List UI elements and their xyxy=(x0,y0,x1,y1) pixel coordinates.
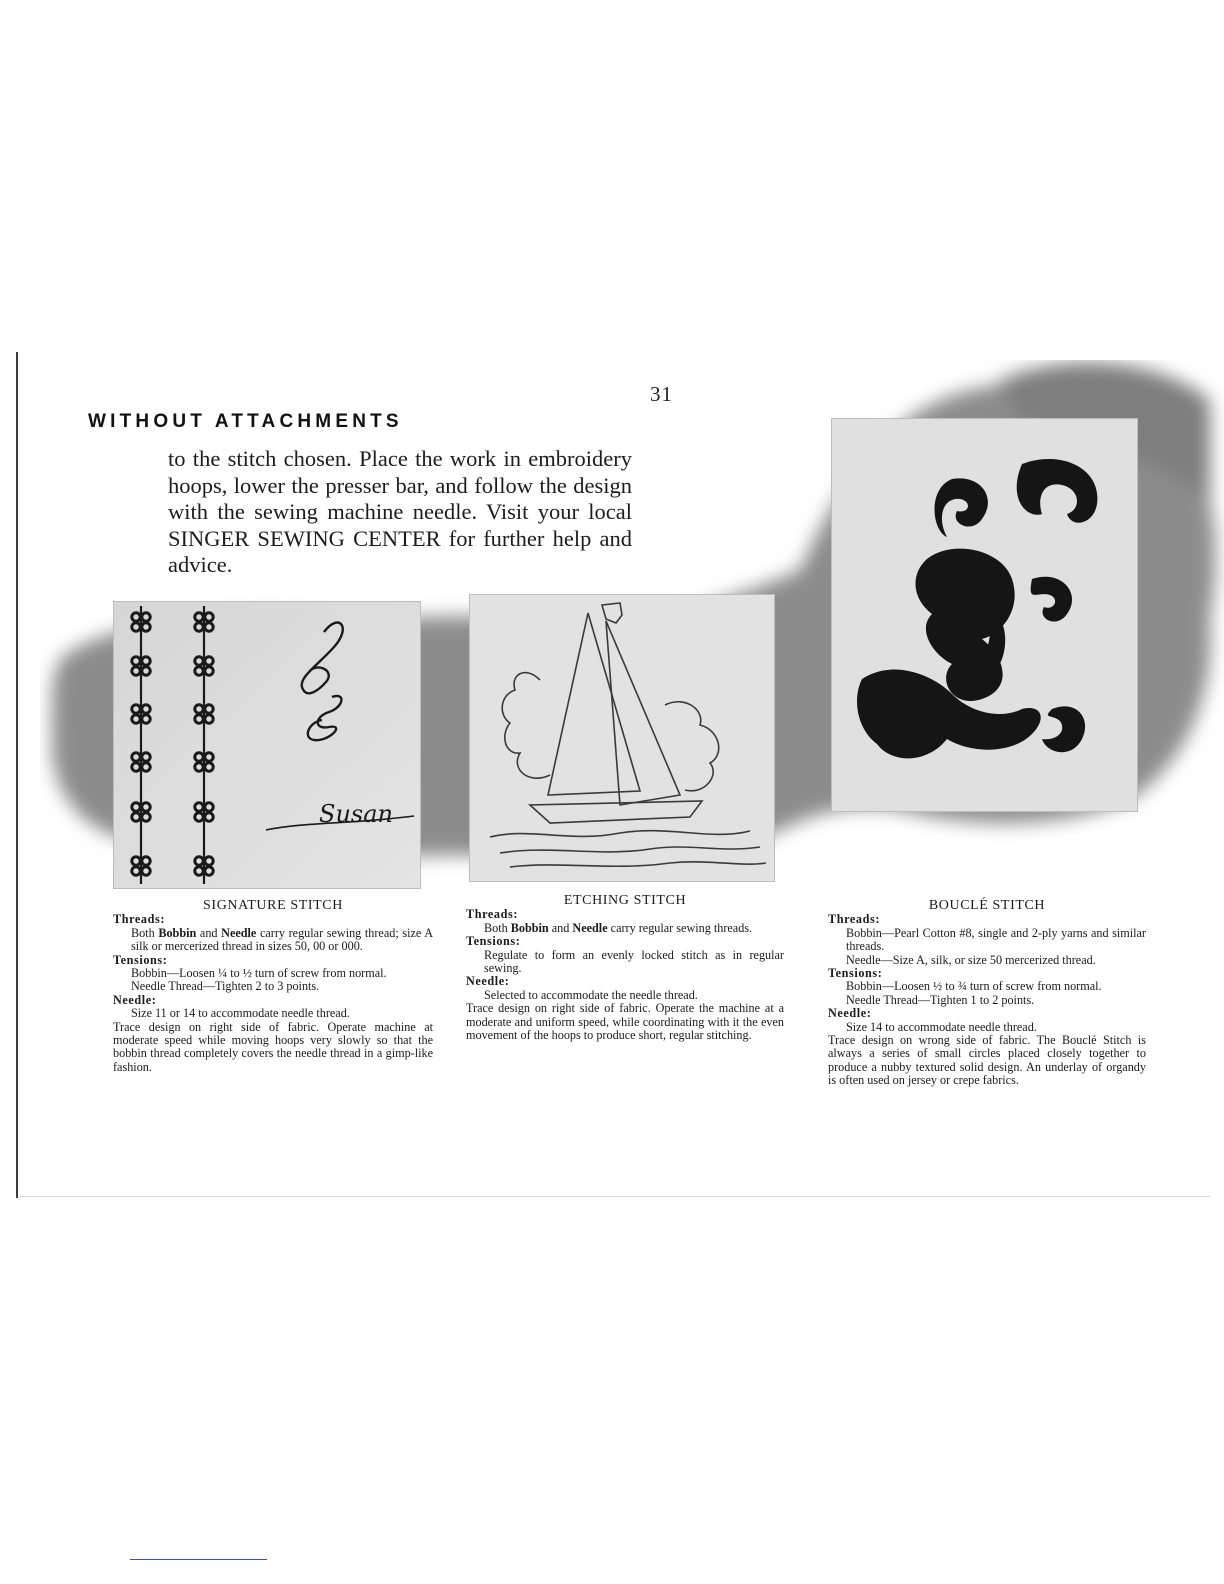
instructions-text: Trace design on wrong side of fabric. The Bouclé Stitch is always a series of small circles placed closely together to produce a nubby textured solid design. An underlay of organdy is often used on jersey or crepe fabrics. xyxy=(828,1033,1146,1088)
tensions-label: Tensions: xyxy=(466,934,521,949)
threads-label: Threads: xyxy=(466,907,518,922)
script-name: Susan xyxy=(319,800,393,828)
threads-label: Threads: xyxy=(828,912,880,927)
signature-stitch-caption xyxy=(113,899,433,1074)
footer-link-underline xyxy=(130,1559,267,1560)
threads-bobbin: Bobbin—Pearl Cotton #8, single and 2-ply yarns and similar threads. xyxy=(846,925,1146,954)
tensions-needle-thread: Needle Thread—Tighten 2 to 3 points. xyxy=(131,979,320,994)
etching-stitch-photo xyxy=(469,594,775,882)
page-bottom-edge xyxy=(20,1196,1210,1197)
boucle-stitch-photo xyxy=(831,418,1138,812)
threads-needle: Needle—Size A, silk, or size 50 mercerized thread. xyxy=(846,952,1096,967)
needle-text: Size 14 to accommodate needle thread. xyxy=(846,1019,1037,1034)
threads-text: Both Bobbin and Needle carry regular sewing threads. xyxy=(484,920,753,935)
threads-text: Both Bobbin and Needle carry regular sewing thread; size A silk or mercerized thread in sizes 50, 00 or 000. xyxy=(131,925,434,954)
needle-label: Needle: xyxy=(466,974,510,989)
needle-text: Selected to accommodate the needle thread. xyxy=(484,987,698,1002)
tensions-label: Tensions: xyxy=(113,952,168,967)
tensions-bobbin: Bobbin—Loosen ½ to ¾ turn of screw from normal. xyxy=(846,979,1102,994)
signature-stitch-photo xyxy=(113,601,421,889)
instructions-text: Trace design on right side of fabric. Operate machine at moderate speed while moving hoops very slowly so that the bobbin thread completely covers the needle thread in a gimp-like fashion. xyxy=(113,1019,433,1074)
etching-stitch-caption xyxy=(466,894,784,1042)
needle-label: Needle: xyxy=(113,992,157,1007)
tensions-needle-thread: Needle Thread—Tighten 1 to 2 points. xyxy=(846,992,1035,1007)
intro-paragraph: to the stitch chosen. Place the work in embroidery hoops, lower the presser bar, and follow the design with the sewing machine needle. Visit your local SINGER SEWING CENTER for further help and advice. xyxy=(168,446,632,577)
signature-stitch-title: SIGNATURE STITCH xyxy=(203,898,343,913)
tensions-bobbin: Bobbin—Loosen ¼ to ½ turn of screw from normal. xyxy=(131,966,387,981)
needle-text: Size 11 or 14 to accommodate needle thread. xyxy=(131,1006,350,1021)
section-heading: WITHOUT ATTACHMENTS xyxy=(88,411,403,432)
boucle-stitch-caption xyxy=(828,899,1146,1088)
tensions-text: Regulate to form an evenly locked stitch as in regular sewing. xyxy=(484,947,784,976)
instructions-text: Trace design on right side of fabric. Operate the machine at a moderate and uniform speed, while coordinating with it the even movement of the hoops to produce short, regular stitching. xyxy=(466,1001,784,1043)
etching-stitch-title: ETCHING STITCH xyxy=(563,893,687,908)
page-number: 31 xyxy=(650,382,673,406)
threads-label: Threads: xyxy=(113,912,165,927)
left-margin-rule xyxy=(16,352,18,1198)
tensions-label: Tensions: xyxy=(828,966,883,981)
boucle-stitch-title: BOUCLÉ STITCH xyxy=(928,898,1046,913)
needle-label: Needle: xyxy=(828,1006,872,1021)
